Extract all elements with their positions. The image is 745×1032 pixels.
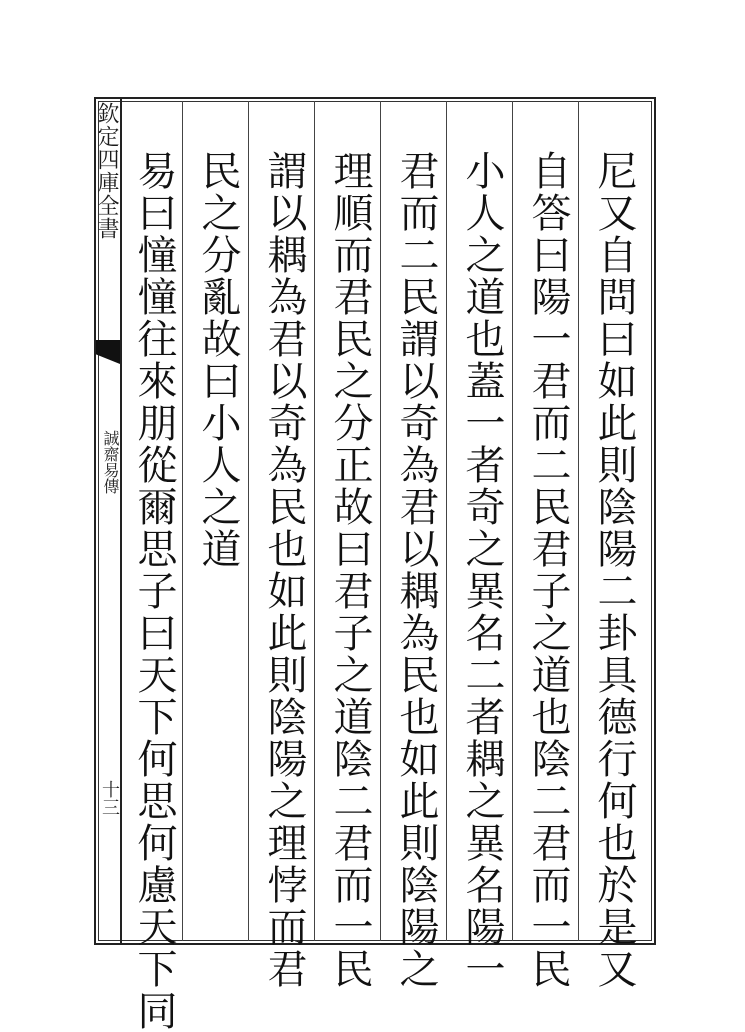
margin-page-number: 十三 — [99, 780, 120, 816]
text-column-3: 小人之道也蓋一者奇之異名二者耦之異名陽一 — [459, 150, 505, 990]
column-rule — [380, 101, 381, 941]
text-column-6: 謂以耦為君以奇為民也如此則陰陽之理悖而君 — [261, 150, 307, 990]
column-rule — [578, 101, 579, 941]
text-column-1: 尼又自問曰如此則陰陽二卦具德行何也於是又 — [591, 150, 637, 990]
column-rule — [248, 101, 249, 941]
margin-book-title: 欽定四庫全書 — [94, 102, 119, 240]
margin-section-label: 誠齋易傳 — [101, 430, 120, 494]
column-rule — [446, 101, 447, 941]
column-rule — [512, 101, 513, 941]
text-column-4: 君而二民謂以奇為君以耦為民也如此則陰陽之 — [393, 150, 439, 990]
text-column-7: 民之分亂故曰小人之道 — [195, 150, 241, 570]
column-rule — [314, 101, 315, 941]
text-column-5: 理順而君民之分正故曰君子之道陰二君而一民 — [327, 150, 373, 990]
text-column-8: 易曰憧憧往來朋從爾思子曰天下何思何慮天下同 — [131, 150, 177, 1032]
text-column-2: 自答曰陽一君而二民君子之道也陰二君而一民 — [525, 150, 571, 990]
